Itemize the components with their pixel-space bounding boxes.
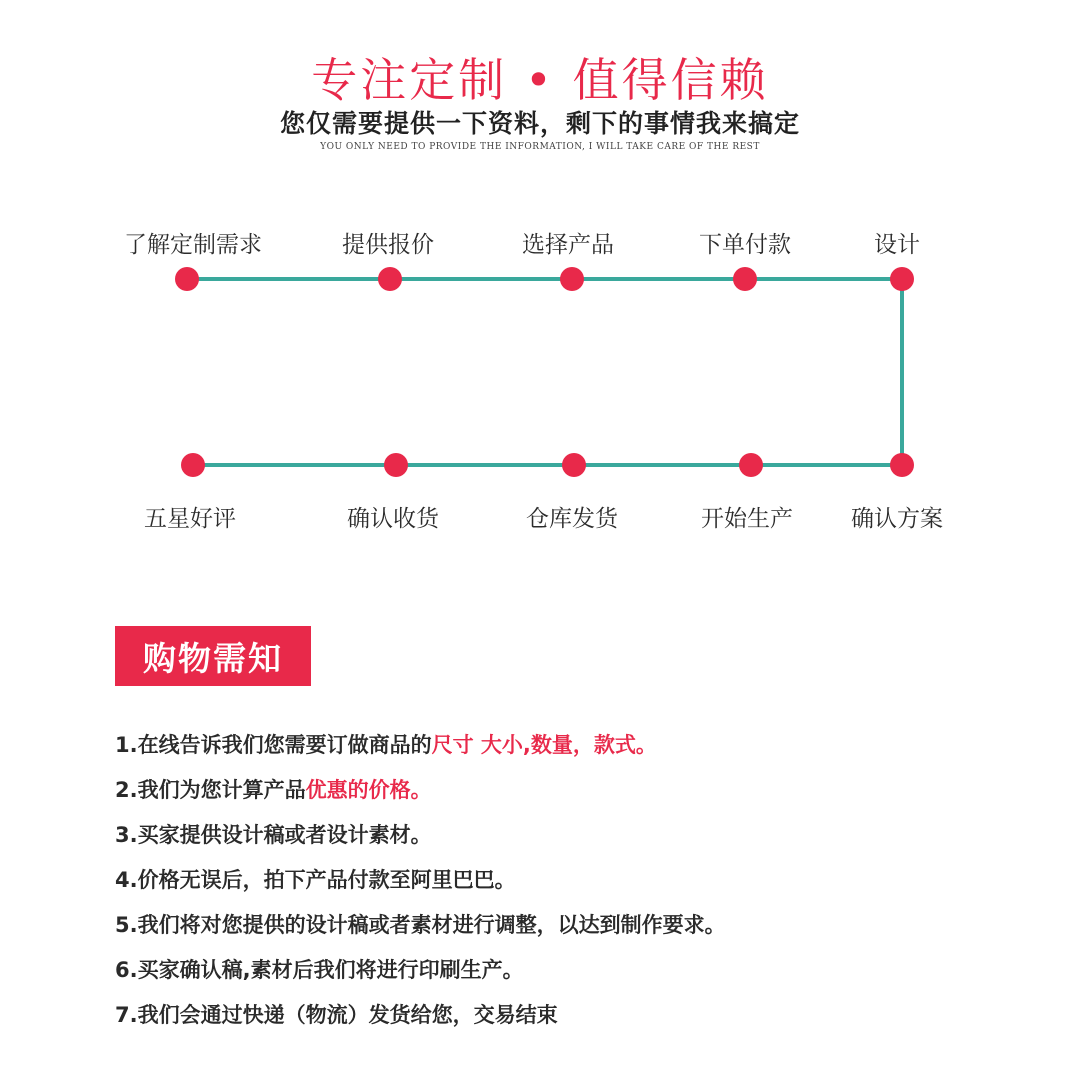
page-subtitle-english: YOU ONLY NEED TO PROVIDE THE INFORMATION, I WILL TAKE CARE OF THE REST — [320, 142, 760, 152]
notice-item-2: 2.我们为您计算产品优惠的价格。 — [115, 778, 432, 802]
step-order-payment: 下单付款 — [699, 232, 791, 258]
step-dot-top-5 — [890, 267, 914, 291]
step-dot-bottom-3 — [562, 453, 586, 477]
step-dot-top-3 — [560, 267, 584, 291]
step-dot-bottom-4 — [739, 453, 763, 477]
step-dot-top-2 — [378, 267, 402, 291]
step-dot-bottom-2 — [384, 453, 408, 477]
step-dot-bottom-1 — [181, 453, 205, 477]
notice-item-5: 5.我们将对您提供的设计稿或者素材进行调整，以达到制作要求。 — [115, 913, 726, 937]
notice-item-1: 1.在线告诉我们您需要订做商品的尺寸 大小,数量，款式。 — [115, 733, 657, 757]
step-choose-product: 选择产品 — [522, 232, 614, 258]
step-dot-top-4 — [733, 267, 757, 291]
step-provide-quote: 提供报价 — [342, 232, 434, 258]
step-confirm-receipt: 确认收货 — [347, 506, 439, 532]
step-confirm-plan: 确认方案 — [851, 506, 943, 532]
shopping-notice-list — [115, 728, 726, 1043]
notice-item-7: 7.我们会通过快递（物流）发货给您，交易结束 — [115, 1003, 558, 1027]
step-understand-requirements: 了解定制需求 — [124, 232, 262, 258]
shopping-notice-badge: 购物需知 — [115, 626, 311, 686]
page-title: 专注定制 • 值得信赖 — [311, 53, 769, 107]
notice-item-3: 3.买家提供设计稿或者设计素材。 — [115, 823, 432, 847]
page-subtitle: 您仅需要提供一下资料，剩下的事情我来搞定 — [279, 109, 800, 138]
step-five-star-review: 五星好评 — [144, 506, 236, 532]
step-dot-top-1 — [175, 267, 199, 291]
step-design: 设计 — [874, 232, 920, 258]
step-warehouse-shipping: 仓库发货 — [526, 506, 618, 532]
notice-item-6: 6.买家确认稿,素材后我们将进行印刷生产。 — [115, 958, 524, 982]
step-dot-bottom-5 — [890, 453, 914, 477]
notice-item-4: 4.价格无误后，拍下产品付款至阿里巴巴。 — [115, 868, 516, 892]
flow-connector — [187, 279, 902, 465]
step-start-production: 开始生产 — [701, 506, 793, 532]
